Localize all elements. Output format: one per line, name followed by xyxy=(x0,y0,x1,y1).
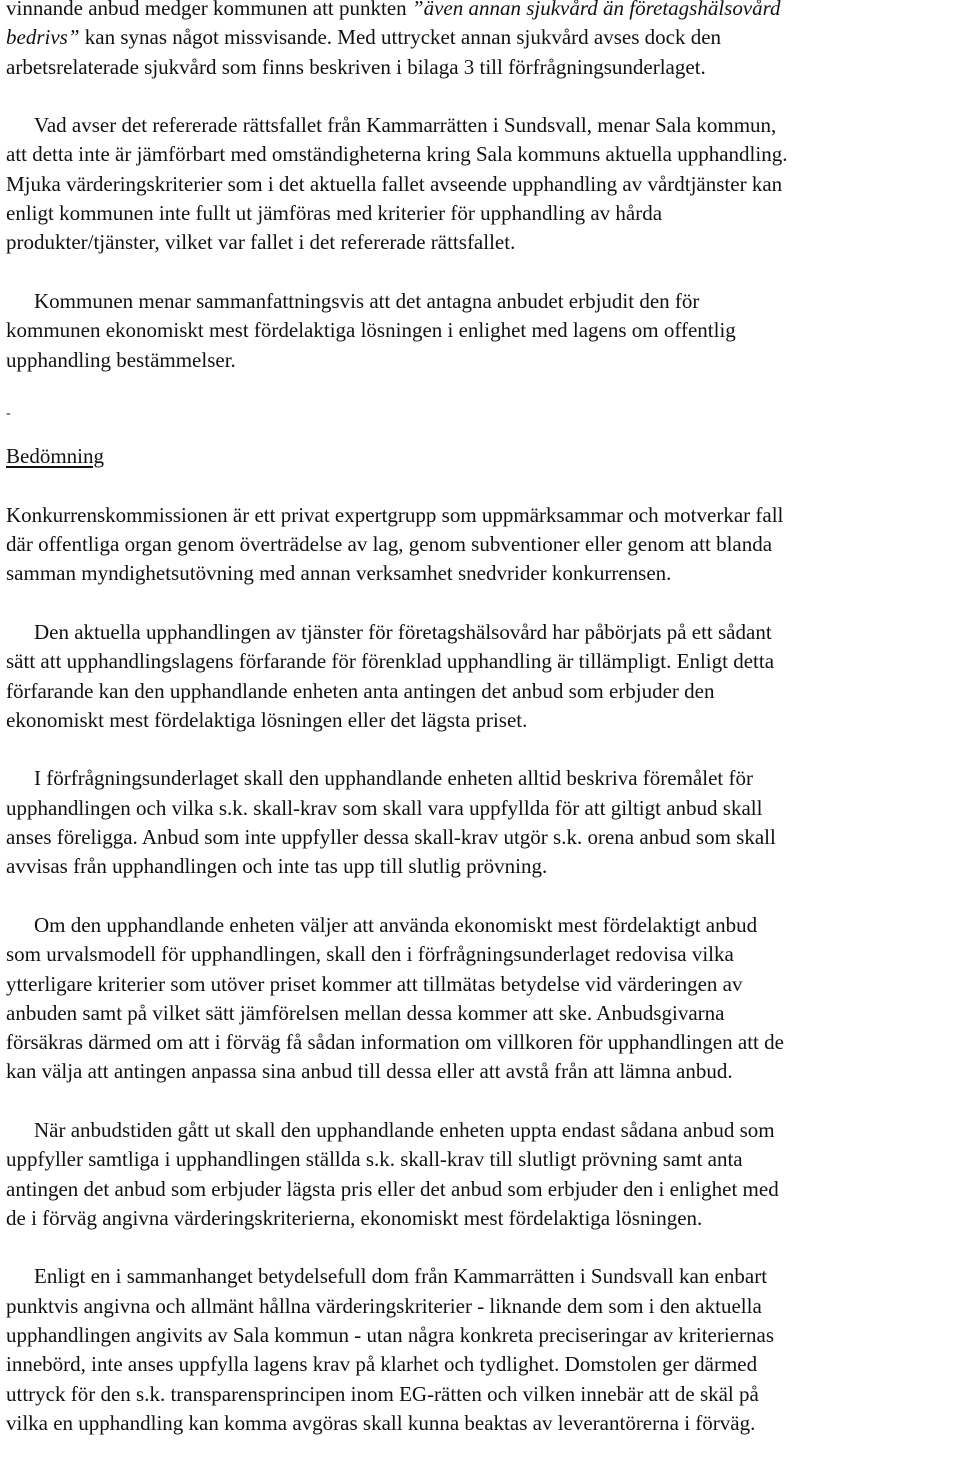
text-line xyxy=(6,23,958,52)
text-line: Enligt en i sammanhanget betydelsefull dom från Kammarrätten i Sundsvall kan enbart xyxy=(34,1264,768,1289)
text-line: som urvalsmodell för upphandlingen, skall den i förfrågningsunderlaget redovisa vilka xyxy=(6,942,734,967)
text-line: förfarande kan den upphandlande enheten anta antingen det anbud som erbjuder den xyxy=(6,678,715,703)
text-line: där offentliga organ genom överträdelse av lag, genom subventioner eller genom att blanda xyxy=(6,532,773,557)
text-line: innebörd, inte anses uppfylla lagens krav på klarhet och tydlighet. Domstolen ger därmed xyxy=(6,1352,758,1377)
text-line xyxy=(6,0,958,23)
paragraph-anbudstiden xyxy=(6,1116,958,1233)
text-run: vinnande anbud medger kommunen att punkten xyxy=(6,0,412,20)
text-line: upphandlingen angivits av Sala kommun - utan några konkreta preciseringar av kriteriernas xyxy=(6,1323,774,1348)
paragraph-gap xyxy=(6,471,958,500)
text-line: anbuden samt på vilket sätt jämförelsen mellan dessa kommer att ske. Anbudsgivarna xyxy=(6,1000,725,1025)
text-line: produkter/tjänster, vilket var fallet i det refererade rättsfallet. xyxy=(6,230,516,255)
text-line: sätt att upphandlingslagens förfarande för förenklad upphandling är tillämpligt. Enligt detta xyxy=(6,649,775,674)
paragraph-gap xyxy=(6,1087,958,1116)
text-line: kan välja att antingen anpassa sina anbud till dessa eller att avstå från att lämna anbud. xyxy=(6,1059,733,1084)
section-heading: Bedömning xyxy=(6,444,104,469)
paragraph-gap xyxy=(6,375,958,404)
paragraph-kammarratten-dom xyxy=(6,1262,958,1438)
text-line: Kommunen menar sammanfattningsvis att det antagna anbudet erbjudit den för xyxy=(34,288,700,313)
paragraph-sammanfattning xyxy=(6,287,958,375)
text-line: ekonomiskt mest fördelaktiga lösningen eller det lägsta priset. xyxy=(6,707,528,732)
text-run: kan synas något missvisande. Med uttrycket annan sjukvård avses dock den xyxy=(79,25,722,50)
text-line: ytterligare kriterier som utöver priset kommer att tillmätas betydelse vid värderingen av xyxy=(6,971,743,996)
text-line: punktvis angivna och allmänt hållna värderingskriterier - liknande dem som i den aktuella xyxy=(6,1293,762,1318)
text-line: antingen det anbud som erbjuder lägsta pris eller det anbud som erbjuder den i enlighet med xyxy=(6,1176,779,1201)
paragraph-continuation xyxy=(6,0,958,82)
text-line: anses föreligga. Anbud som inte uppfyller dessa skall-krav utgör s.k. orena anbud som skall xyxy=(6,825,776,850)
text-line: de i förväg angivna värderingskriterierna, ekonomiskt mest fördelaktiga lösningen. xyxy=(6,1205,703,1230)
paragraph-konkurrenskommissionen xyxy=(6,501,958,589)
text-line: samman myndighetsutövning med annan verksamhet snedvrider konkurrensen. xyxy=(6,561,672,586)
paragraph-gap xyxy=(6,882,958,911)
text-line: vilka en upphandling kan komma avgöras skall kunna beaktas av leverantörerna i förväg. xyxy=(6,1410,756,1435)
paragraph-gap xyxy=(6,82,958,111)
text-line: avvisas från upphandlingen och inte tas upp till slutlig prövning. xyxy=(6,854,548,879)
text-line: att detta inte är jämförbart med omständigheterna kring Sala kommuns aktuella upphandling. xyxy=(6,142,788,167)
text-line: Den aktuella upphandlingen av tjänster för företagshälsovård har påbörjats på ett sådant xyxy=(34,619,772,644)
text-line: upphandlingen och vilka s.k. skall-krav som skall vara uppfyllda för att giltigt anbud skall xyxy=(6,795,763,820)
text-line: Mjuka värderingskriterier som i det aktuella fallet avseende upphandling av vårdtjänster kan xyxy=(6,171,783,196)
italic-quote: bedrivs” xyxy=(6,25,80,50)
paragraph-gap xyxy=(6,589,958,618)
italic-quote: ”även annan sjukvård än företagshälsovård xyxy=(411,0,781,20)
text-line: Om den upphandlande enheten väljer att använda ekonomiskt mest fördelaktigt anbud xyxy=(34,912,758,937)
text-line: uppfyller samtliga i upphandlingen ställda s.k. skall-krav till slutligt prövning samt anta xyxy=(6,1147,743,1172)
text-line: kommunen ekonomiskt mest fördelaktiga lösningen i enlighet med lagens om offentlig xyxy=(6,318,736,343)
text-line: I förfrågningsunderlaget skall den upphandlande enheten alltid beskriva föremålet för xyxy=(34,766,753,791)
paragraph-gap xyxy=(6,258,958,287)
text-line: enligt kommunen inte fullt ut jämföras med kriterier för upphandling av hårda xyxy=(6,201,663,226)
document-page xyxy=(6,0,958,1438)
paragraph-urvalsmodell xyxy=(6,911,958,1087)
text-line: uttryck för den s.k. transparensprincipen inom EG-rätten och vilken innebär att de skäl på xyxy=(6,1381,759,1406)
text-line: försäkras därmed om att i förväg få sådan information om villkoren för upphandlingen att de xyxy=(6,1030,784,1055)
paragraph-rattsfall xyxy=(6,111,958,257)
text-line: arbetsrelaterade sjukvård som finns beskriven i bilaga 3 till förfrågningsunderlaget. xyxy=(6,54,706,79)
paragraph-forenklad-upphandling xyxy=(6,618,958,735)
text-line: Konkurrenskommissionen är ett privat expertgrupp som uppmärksammar och motverkar fall xyxy=(6,502,784,527)
text-line: upphandling bestämmelser. xyxy=(6,347,236,372)
text-line: Vad avser det refererade rättsfallet från Kammarrätten i Sundsvall, menar Sala kommun, xyxy=(34,113,777,138)
paragraph-gap xyxy=(6,1233,958,1262)
paragraph-skall-krav xyxy=(6,764,958,881)
dash-marker: - xyxy=(6,406,11,422)
paragraph-gap xyxy=(6,735,958,764)
text-line: När anbudstiden gått ut skall den upphandlande enheten uppta endast sådana anbud som xyxy=(34,1117,775,1142)
paragraph-gap xyxy=(6,424,958,442)
